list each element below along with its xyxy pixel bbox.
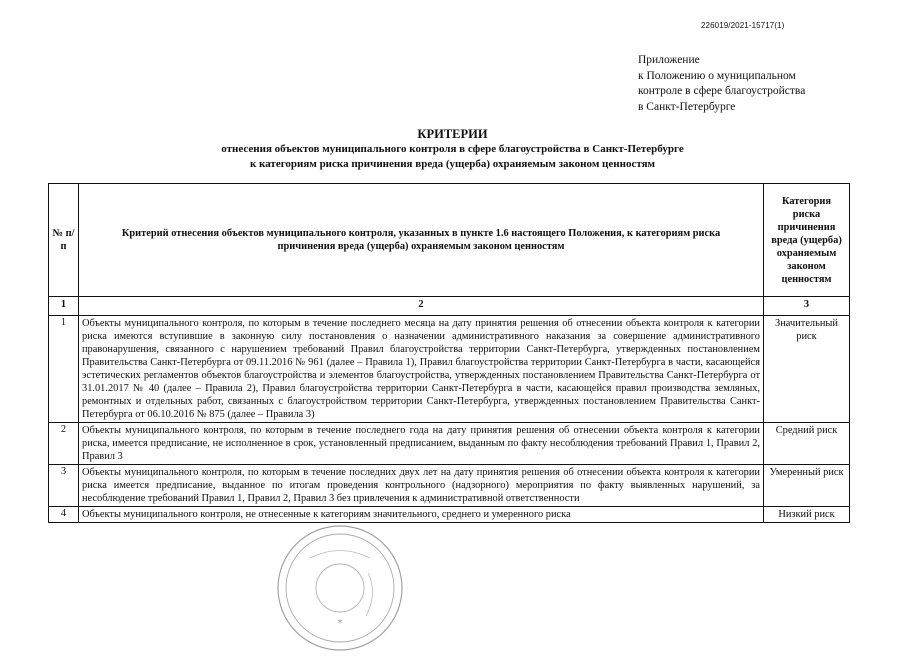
- header-category: Категория риска причинения вреда (ущерба) охраняемым законом ценностям: [764, 184, 850, 297]
- appendix-line: Приложение: [638, 54, 700, 66]
- row-category: Низкий риск: [764, 507, 850, 523]
- header-criterion: Критерий отнесения объектов муниципального контроля, указанных в пункте 1.6 настоящего Положения, к категориям риска причинения вреда (ущерба) охраняемым законом ценностям: [79, 184, 764, 297]
- row-category: Средний риск: [764, 423, 850, 465]
- header-num: № п/п: [49, 184, 79, 297]
- title-line-2: к категориям риска причинения вреда (ущерба) охраняемым законом ценностям: [249, 158, 656, 170]
- appendix-line: контроле в сфере благоустройства: [638, 85, 806, 97]
- row-criterion: Объекты муниципального контроля, по которым в течение последнего года на дату принятия решения об отнесении объекта контроля к категории риска, имеется предписание, не исполненное в срок, установленный предписанием, выданным по факту несоблюдения требований Правил 1, Правил 2, Правил 3: [79, 423, 764, 465]
- column-number: 3: [764, 297, 850, 316]
- row-criterion: Объекты муниципального контроля, по которым в течение последних двух лет на дату принятия решения об отнесении объекта контроля к категории риска имеется предписание, выданное по итогам проведения контрольного (надзорного) мероприятия по факту выявленных нарушений, за несоблюдение требований Правил 1, Правил 2, Правил 3 без привлечения к административной ответственности: [79, 465, 764, 507]
- row-number: 4: [49, 507, 79, 523]
- appendix-line: к Положению о муниципальном: [638, 69, 796, 82]
- row-category: Умеренный риск: [764, 465, 850, 507]
- table-row: [49, 316, 850, 423]
- title-line-1: отнесения объектов муниципального контроля в сфере благоустройства в Санкт-Петербурге: [221, 143, 684, 155]
- row-number: 3: [49, 465, 79, 507]
- round-seal-stamp-icon: [270, 518, 410, 658]
- svg-text:*: *: [337, 618, 343, 629]
- title-heading: КРИТЕРИИ: [417, 127, 488, 141]
- document-title: [0, 127, 905, 172]
- table-row: [49, 507, 850, 523]
- column-number: 1: [49, 297, 79, 316]
- row-category: Значительный риск: [764, 316, 850, 423]
- table-row: [49, 465, 850, 507]
- row-number: 1: [49, 316, 79, 423]
- appendix-block: [638, 53, 805, 115]
- criteria-table: [48, 183, 850, 523]
- table-header-row: [49, 184, 850, 297]
- column-number: 2: [79, 297, 764, 316]
- row-number: 2: [49, 423, 79, 465]
- column-number-row: [49, 297, 850, 316]
- row-criterion: Объекты муниципального контроля, не отнесенные к категориям значительного, среднего и умеренного риска: [79, 507, 764, 523]
- appendix-line: в Санкт-Петербурге: [638, 100, 736, 113]
- row-criterion: Объекты муниципального контроля, по которым в течение последнего месяца на дату принятия решения об отнесении объекта контроля к категории риска имеются вступившие в законную силу постановления о назначении административного наказания за совершение административного правонарушения, связанного с нарушением требований Правил благоустройства территории Санкт-Петербурга, утвержденных постановлением Правительства Санкт-Петербурга от 09.11.2016 № 961 (далее – Правила 1), Правил благоустройства территории Санкт-Петербурга в части, касающейся эстетических регламентов объектов благоустройства и элементов благоустройства, утвержденных постановлением Правительства Санкт-Петербурга от 31.01.2017 № 40 (далее – Правила 2), Правил благоустройства территории Санкт-Петербурга в части, касающейся правил производства земляных, ремонтных и отдельных работ, связанных с благоустройством территории Санкт-Петербурга, утвержденных постановлением Правительства Санкт-Петербурга от 06.10.2016 № 875 (далее – Правила 3): [79, 316, 764, 423]
- table-row: [49, 423, 850, 465]
- document-number: 226019/2021-15717(1): [701, 21, 785, 30]
